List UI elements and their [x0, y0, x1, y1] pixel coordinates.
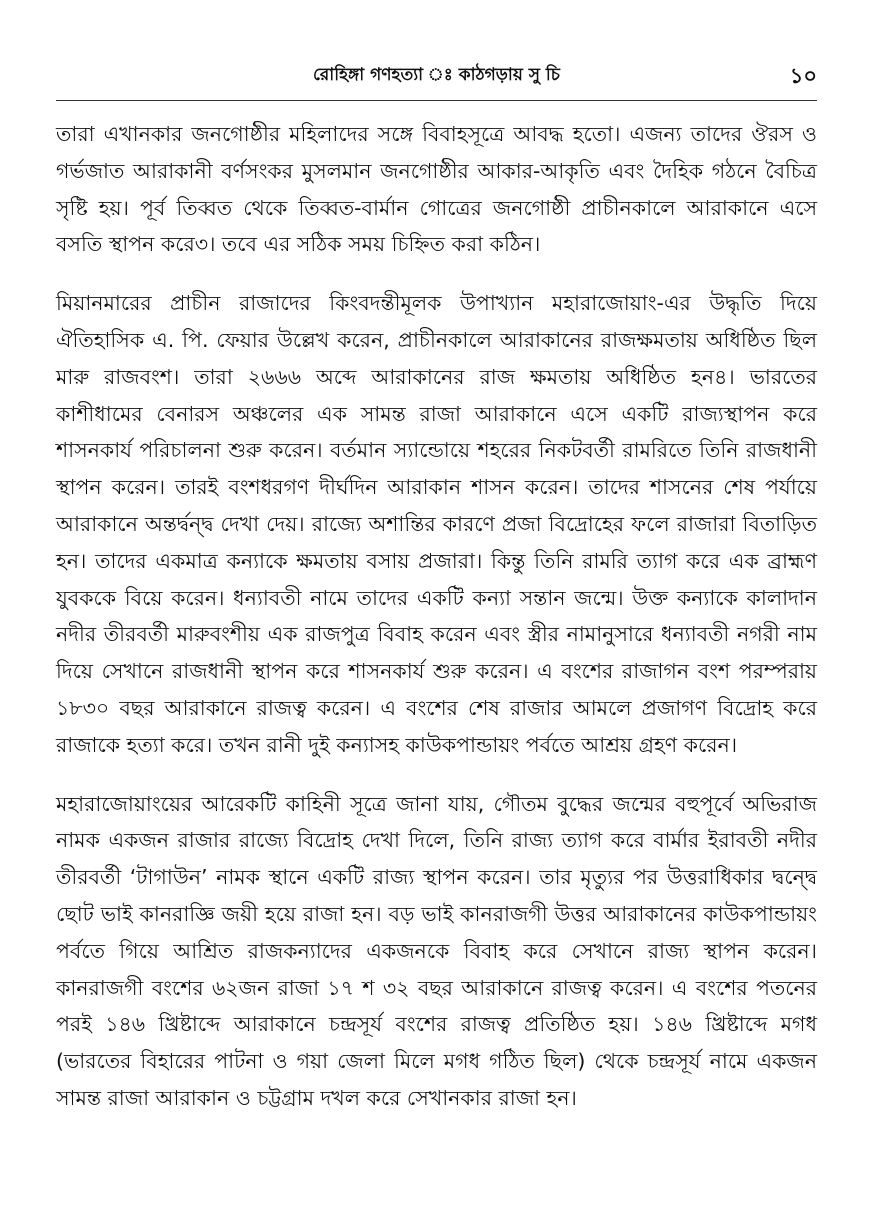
page-number: ১০ — [789, 64, 817, 88]
page-body — [56, 116, 817, 1117]
header-rule — [56, 100, 817, 101]
page-header — [56, 60, 817, 90]
paragraph-3: মহারাজোয়াংয়ের আরেকটি কাহিনী সূত্রে জানা যায়, গৌতম বুদ্ধের জন্মের বহুপূর্বে অভিরাজ নামক একজন রাজার রাজ্যে বিদ্রোহ দেখা দিলে, তিনি রাজ্য ত্যাগ করে বার্মার ইরাবতী নদীর তীরবর্তী ‘টাগাউন’ নামক স্থানে একটি রাজ্য স্থাপন করেন। তার মৃত্যুর পর উত্তরাধিকার দ্বন্দ্বে ছোট ভাই কানরাজ্ঞি জয়ী হয়ে রাজা হন। বড় ভাই কানরাজগী উত্তর আরাকানের কাউকপান্ডায়ং পর্বতে গিয়ে আশ্রিত রাজকন্যাদের একজনকে বিবাহ করে সেখানে রাজ্য স্থাপন করেন। কানরাজগী বংশের ৬২জন রাজা ১৭ শ ৩২ বছর আরাকানে রাজত্ব করেন। এ বংশের পতনের পরই ১৪৬ খ্রিষ্টাব্দে আরাকানে চন্দ্রসূর্য বংশের রাজত্ব প্রতিষ্ঠিত হয়। ১৪৬ খ্রিষ্টাব্দে মগধ (ভারতের বিহারের পাটনা ও গয়া জেলা মিলে মগধ গঠিত ছিল) থেকে চন্দ্রসূর্য নামে একজন সামন্ত রাজা আরাকান ও চট্টগ্রাম দখল করে সেখানকার রাজা হন। — [56, 791, 817, 1110]
paragraph-1: তারা এখানকার জনগোষ্ঠীর মহিলাদের সঙ্গে বিবাহসূত্রে আবদ্ধ হতো। এজন্য তাদের ঔরস ও গর্ভজাত আরাকানী বর্ণসংকর মুসলমান জনগোষ্ঠীর আকার-আকৃতি এবং দৈহিক গঠনে বৈচিত্র সৃষ্টি হয়। পূর্ব তিব্বত থেকে তিব্বত-বার্মান গোত্রের জনগোষ্ঠী প্রাচীনকালে আরাকানে এসে বসতি স্থাপন করে৩। তবে এর সঠিক সময় চিহ্নিত করা কঠিন। — [56, 122, 817, 257]
running-title: রোহিঙ্গা গণহত্যা ঃ কাঠগড়ায় সু চি — [313, 65, 560, 85]
paragraph-2: মিয়ানমারের প্রাচীন রাজাদের কিংবদন্তীমূলক উপাখ্যান মহারাজোয়াং-এর উদ্ধৃতি দিয়ে ঐতিহাসিক এ. পি. ফেয়ার উল্লেখ করেন, প্রাচীনকালে আরাকানের রাজক্ষমতায় অধিষ্ঠিত ছিল মারু রাজবংশ। তারা ২৬৬৬ অব্দে আরাকানের রাজ ক্ষমতায় অধিষ্ঠিত হন৪। ভারতের কাশীধামের বেনারস অঞ্চলের এক সামন্ত রাজা আরাকানে এসে একটি রাজ্যস্থাপন করে শাসনকার্য পরিচালনা শুরু করেন। বর্তমান স্যান্ডোয়ে শহরের নিকটবর্তী রামরিতে তিনি রাজধানী স্থাপন করেন। তারই বংশধরগণ দীর্ঘদিন আরাকান শাসন করেন। তাদের শাসনের শেষ পর্যায়ে আরাকানে অন্তর্দ্বন্দ্ব দেখা দেয়। রাজ্যে অশান্তির কারণে প্রজা বিদ্রোহের ফলে রাজারা বিতাড়িত হন। তাদের একমাত্র কন্যাকে ক্ষমতায় বসায় প্রজারা। কিন্তু তিনি রামরি ত্যাগ করে এক ব্রাহ্মণ যুবককে বিয়ে করেন। ধন্যাবতী নামে তাদের একটি কন্যা সন্তান জন্মে। উক্ত কন্যাকে কালাদান নদীর তীরবর্তী মারুবংশীয় এক রাজপুত্র বিবাহ করেন এবং স্ত্রীর নামানুসারে ধন্যাবতী নগরী নাম দিয়ে সেখানে রাজধানী স্থাপন করে শাসনকার্য শুরু করেন। এ বংশের রাজাগন বংশ পরম্পরায় ১৮৩০ বছর আরাকানে রাজত্ব করেন। এ বংশের শেষ রাজার আমলে প্রজাগণ বিদ্রোহ করে রাজাকে হত্যা করে। তখন রানী দুই কন্যাসহ কাউকপান্ডায়ং পর্বতে আশ্রয় গ্রহণ করেন। — [56, 291, 817, 757]
